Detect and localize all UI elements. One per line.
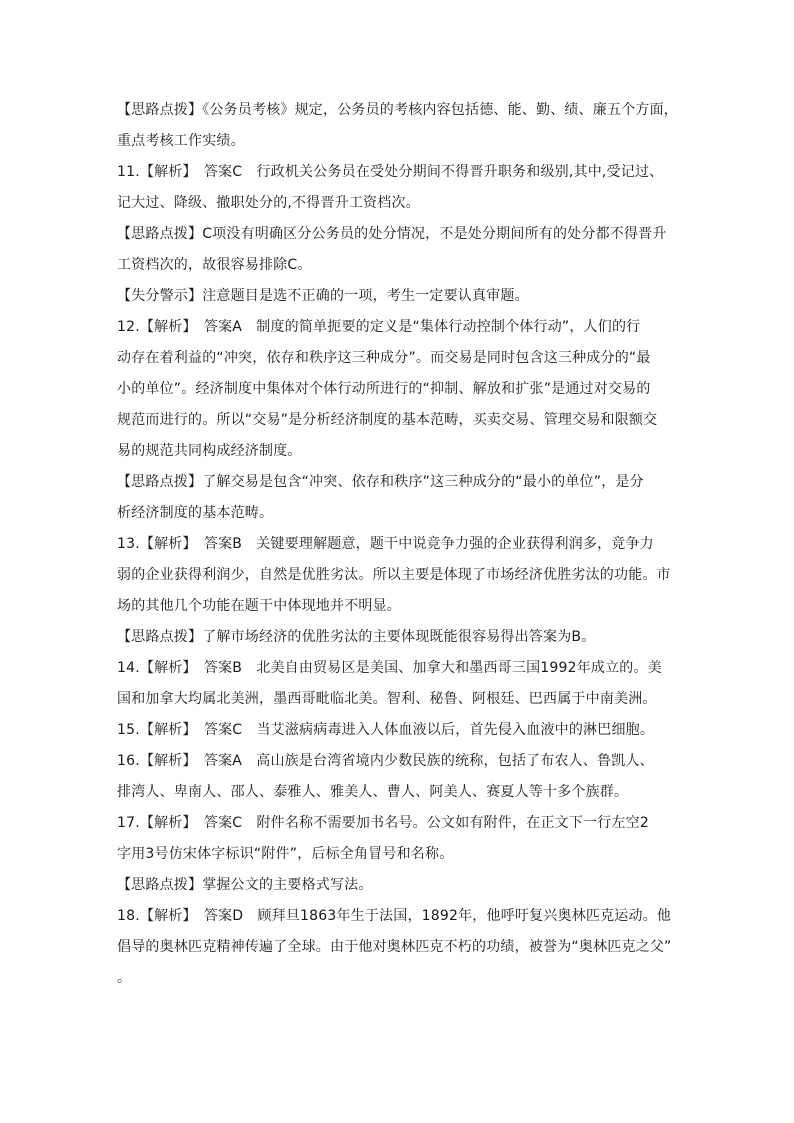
text-line: 14.【解析】 答案B 北美自由贸易区是美国、加拿大和墨西哥三国1992年成立的。美 xyxy=(117,660,662,676)
text-line: 析经济制度的基本范畴。 xyxy=(117,505,274,521)
text-line: 13.【解析】 答案B 关键要理解题意，题干中说竞争力强的企业获得利润多，竞争力 xyxy=(117,536,654,552)
text-line: 18.【解析】 答案D 顾拜旦1863年生于法国，1892年，他呼吁复兴奥林匹克运动。他 xyxy=(117,908,672,924)
text-line: 规范而进行的。所以“交易”是分析经济制度的基本范畴，买卖交易、管理交易和限额交 xyxy=(117,412,658,428)
text-line: 【思路点拨】掌握公文的主要格式写法。 xyxy=(117,877,373,893)
text-line: 弱的企业获得利润少，自然是优胜劣汰。所以主要是体现了市场经济优胜劣汰的功能。市 xyxy=(117,567,671,583)
text-line: 倡导的奥林匹克精神传遍了全球。由于他对奥林匹克不朽的功绩，被誉为“奥林匹克之父” xyxy=(117,939,672,955)
text-line: 【思路点拨】C项没有明确区分公务员的处分情况，不是处分期间所有的处分都不得晋升 xyxy=(117,226,667,242)
text-line: 【失分警示】注意题目是选不正确的一项，考生一定要认真审题。 xyxy=(117,288,529,304)
text-line: 国和加拿大均属北美洲，墨西哥毗临北美。智利、秘鲁、阿根廷、巴西属于中南美洲。 xyxy=(117,691,657,707)
text-line: 17.【解析】 答案C 附件名称不需要加书名号。公文如有附件，在正文下一行左空2 xyxy=(117,815,649,831)
text-line: 11.【解析】 答案C 行政机关公务员在受处分期间不得晋升职务和级别,其中,受记过、 xyxy=(117,164,664,180)
text-line: 【思路点拨】了解交易是包含“冲突、依存和秩序”这三种成分的“最小的单位”，是分 xyxy=(117,474,644,490)
text-line: 16.【解析】 答案A 高山族是台湾省境内少数民族的统称，包括了布农人、鲁凯人、 xyxy=(117,753,654,769)
text-line: 【思路点拨】了解市场经济的优胜劣汰的主要体现既能很容易得出答案为B。 xyxy=(117,629,596,645)
text-line: 动存在着利益的“冲突，依存和秩序这三种成分”。而交易是同时包含这三种成分的“最 xyxy=(117,350,651,366)
text-line: 工资档次的，故很容易排除C。 xyxy=(117,257,312,273)
document-page xyxy=(117,100,687,999)
text-line: 场的其他几个功能在题干中体现地并不明显。 xyxy=(117,598,401,614)
text-line: 。 xyxy=(117,970,132,986)
text-line: 重点考核工作实绩。 xyxy=(117,133,245,149)
text-line: 排湾人、卑南人、邵人、泰雅人、雅美人、曹人、阿美人、赛夏人等十多个族群。 xyxy=(117,784,629,800)
text-line: 12.【解析】 答案A 制度的简单扼要的定义是“集体行动控制个体行动”，人们的行 xyxy=(117,319,641,335)
text-line: 记大过、降级、撤职处分的,不得晋升工资档次。 xyxy=(117,195,420,211)
text-line: 易的规范共同构成经济制度。 xyxy=(117,443,302,459)
text-line: 字用3号仿宋体字标识“附件”，后标全角冒号和名称。 xyxy=(117,846,454,862)
text-line: 15.【解析】 答案C 当艾滋病病毒进入人体血液以后，首先侵入血液中的淋巴细胞。 xyxy=(117,722,655,738)
text-line: 【思路点拨】《公务员考核》规定，公务员的考核内容包括德、能、勤、绩、廉五个方面， xyxy=(117,102,678,118)
text-line: 小的单位”。经济制度中集体对个体行动所进行的“抑制、解放和扩张”是通过对交易的 xyxy=(117,381,651,397)
